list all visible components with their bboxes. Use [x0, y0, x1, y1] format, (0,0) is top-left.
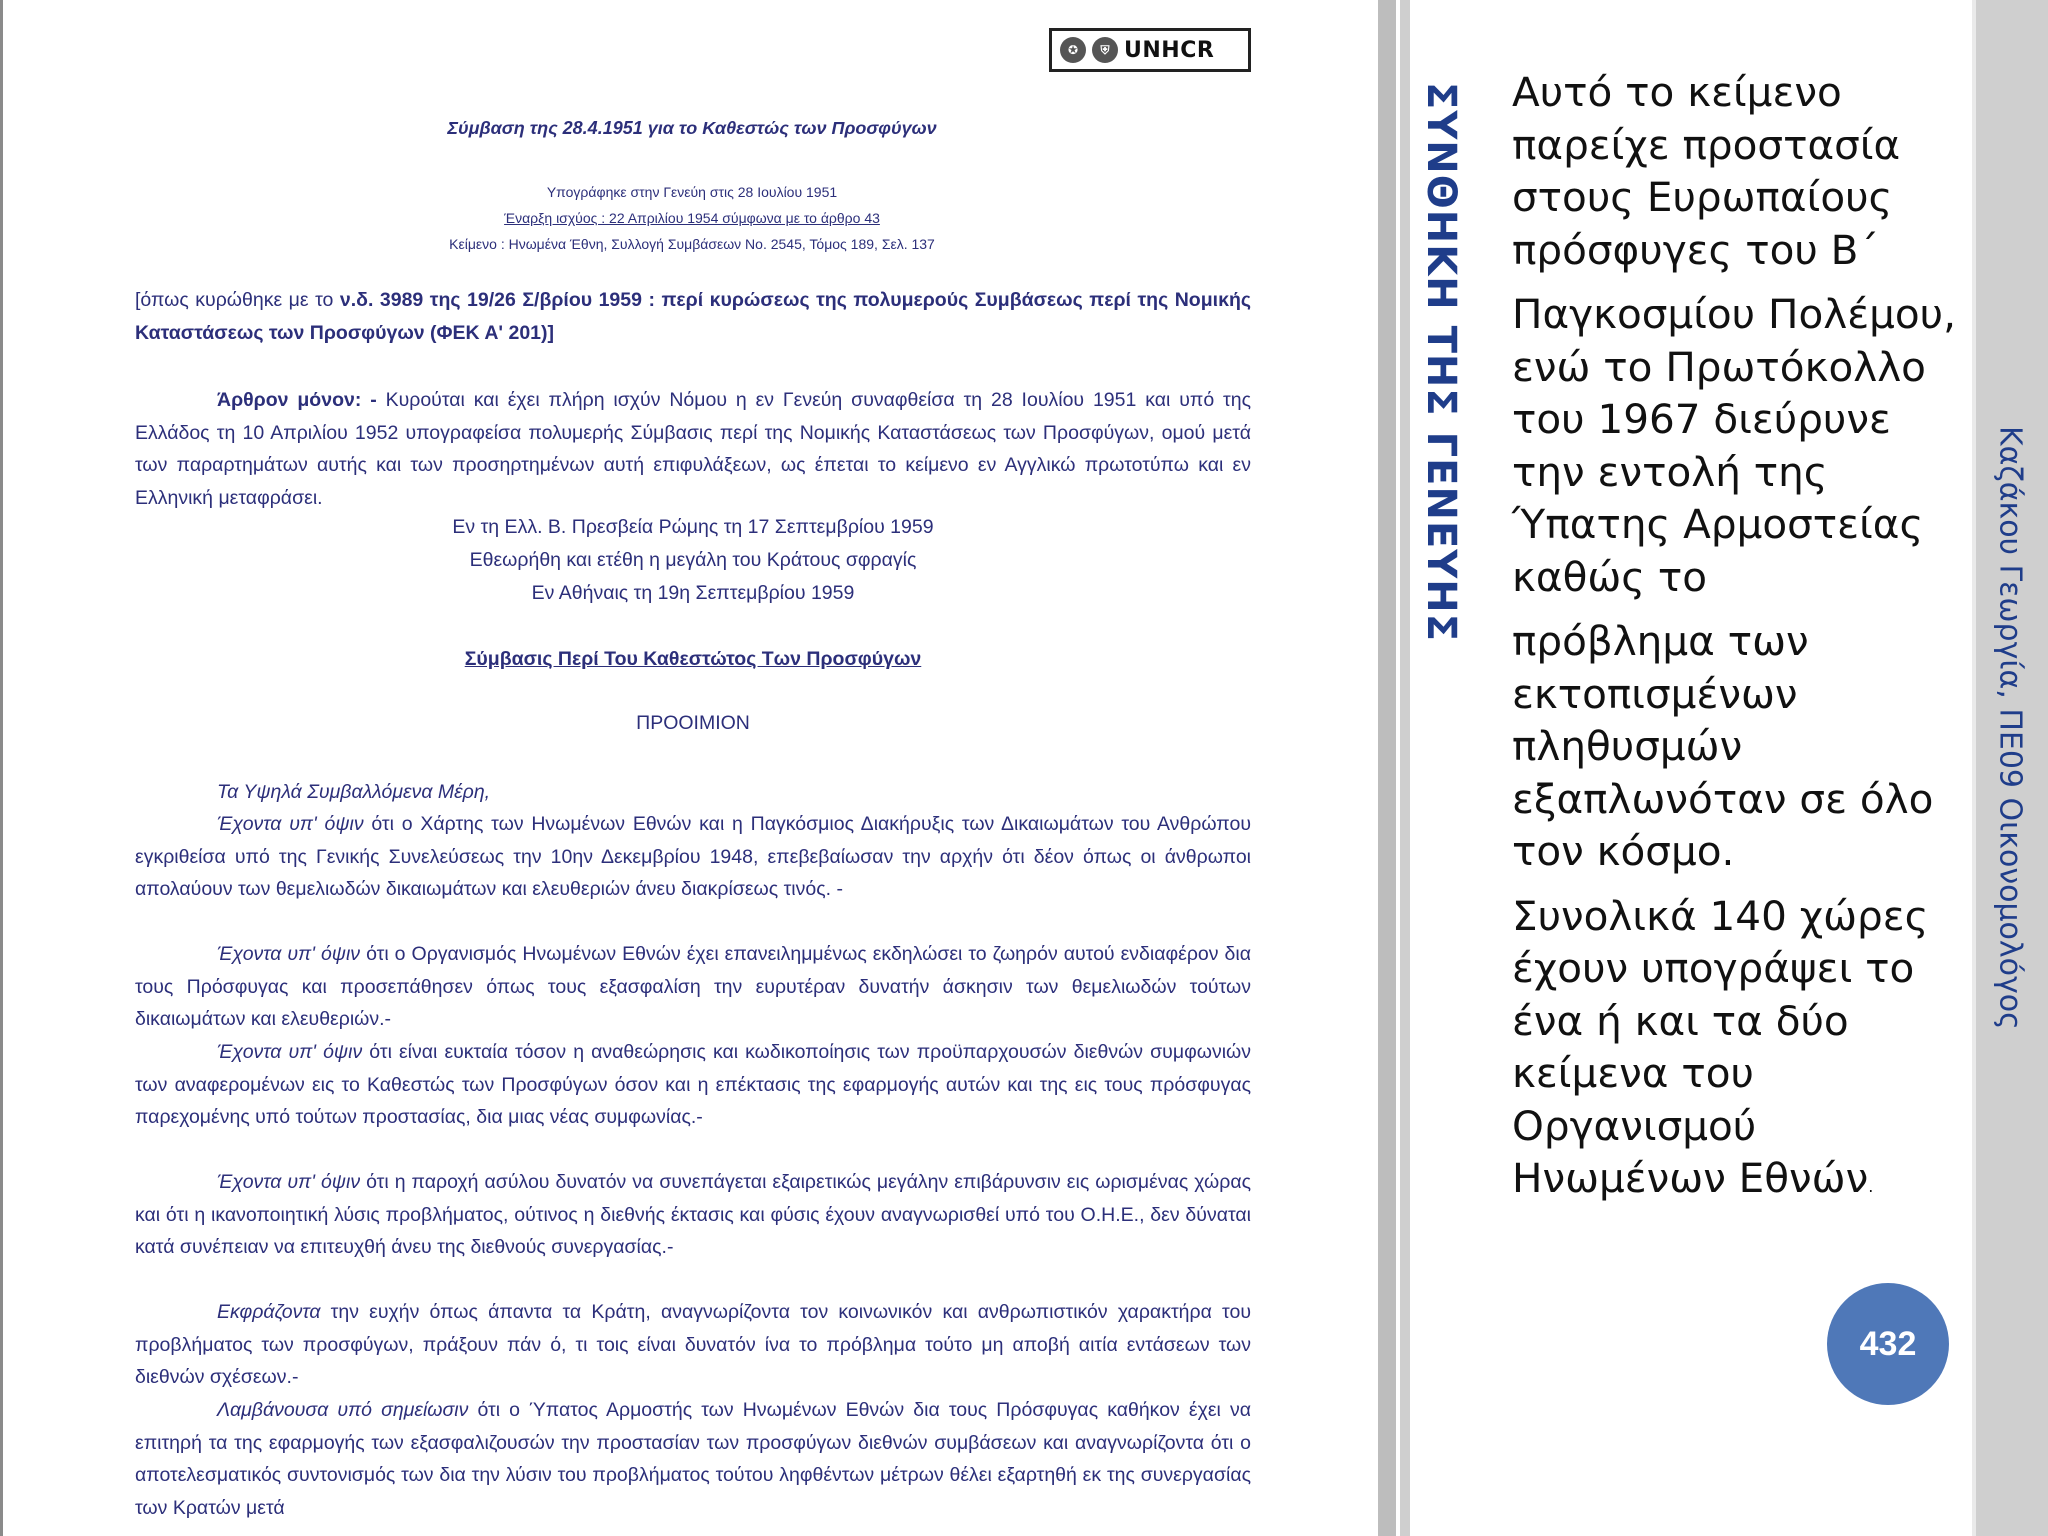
- body-paragraph-4: [1512, 890, 1964, 1214]
- preamble-text-4: ότι η παροχή ασύλου δυνατόν να συνεπάγεται εξαιρετικώς μεγάλην επιβάρυνσιν εις ωρισμένας χώρας και ότι η ικανοποιητική λύσις προβλήματος, ούτινος η διεθνής έκτασις και φύσις έχουν αναγνωρισθεί υπό του Ο.Η.Ε., δεν δύναται κατά συνέπειαν να επιτευχθή άνευ της διεθνούς συνεργασίας.-: [135, 1171, 1251, 1258]
- preamble-lead-3: Έχοντα υπ' όψιν: [217, 1041, 363, 1063]
- preamble-text-2: ότι ο Οργανισμός Ηνωμένων Εθνών έχει επανειλημμένως εκδηλώσει το ζωηρόν αυτού ενδιαφέρον δια τους Πρόσφυγας και προσεπάθησεν όπως τους εξασφαλίση την ευρυτέραν δυνατήν άσκησιν των θεμελιωδών τούτων δικαιωμάτων και ελευθεριών.-: [135, 943, 1251, 1030]
- athens-line: Εν Αθήναις τη 19η Σεπτεμβρίου 1959: [531, 582, 855, 604]
- slide-title: ΣΥΝΘΗΚΗ ΤΗΣ ΓΕΝΕΥΗΣ: [1418, 82, 1464, 643]
- preamble-paragraph-2: [135, 938, 1251, 1036]
- preamble-paragraph-6: [135, 1394, 1251, 1524]
- preamble-text-3: ότι είναι ευκταία τόσον η αναθεώρησις και κωδικοποίησις των προϋπαρχουσών διεθνών συμφωνιών των αναφερομένων εις το Καθεστώς των Προσφύγων όσον και η επέκτασις της εφαρμογής αυτών και της εις τους πρόσφυγας παρεχομένης υπό τούτων προστασίας, δια μιας νέας συμφωνίας.-: [135, 1041, 1252, 1128]
- body-paragraph-3: πρόβλημα των εκτοπισμένων πληθυσμών εξαπλωνόταν σε όλο τον κόσμο.: [1512, 617, 1934, 875]
- preamble-paragraph-1: [135, 808, 1251, 906]
- body-paragraph-4-text: Συνολικά 140 χώρες έχουν υπογράψει το ένα ή και τα δύο κείμενα του Οργανισμού Ηνωμένων Εθνών: [1512, 891, 1929, 1202]
- preamble-paragraph-3: [135, 1036, 1251, 1134]
- article-label: Άρθρον μόνον: -: [217, 389, 386, 411]
- seal-line: Εθεωρήθη και ετέθη η μεγάλη του Κράτους σφραγίς: [469, 549, 917, 571]
- preamble-lead-5: Εκφράζοντα: [217, 1301, 321, 1323]
- ratification-prefix: [όπως κυρώθηκε με το: [135, 289, 340, 311]
- right-bar-gap: [1964, 0, 1972, 1536]
- parties-line: Τα Υψηλά Συμβαλλόμενα Μέρη,: [217, 781, 491, 803]
- logo-text: UNHCR: [1124, 37, 1215, 63]
- document-effective: Έναρξη ισχύος : 22 Απριλίου 1954 σύμφωνα με το άρθρο 43: [504, 210, 880, 226]
- document-signed: Υπογράφηκε στην Γενεύη στις 28 Ιουλίου 1951: [546, 184, 838, 200]
- ratification-law: ν.δ. 3989 της 19/26 Σ/βρίου 1959 : περί κυρώσεως της πολυμερούς Συμβάσεως περί της Νομικής Καταστάσεως των Προσφύγων (ΦΕΚ Α' 201)]: [135, 289, 1251, 344]
- preamble-paragraph-5: [135, 1296, 1251, 1394]
- page-number-badge: 432: [1827, 1283, 1949, 1405]
- body-paragraph-2: Παγκοσμίου Πολέμου, ενώ το Πρωτόκολλο του 1967 διεύρυνε την εντολή της Ύπατης Αρμοστείας καθώς το: [1512, 290, 1956, 601]
- slide-body: [1512, 66, 1964, 1226]
- preamble-text-5: την ευχήν όπως άπαντα τα Κράτη, αναγνωρίζοντα τον κοινωνικόν και ανθρωπιστικόν χαρακτήρα του προβλήματος των προσφύγων, πράξουν πάν ό, τι τοις είναι δυνατόν ίνα το πρόβλημα τούτο μη αποβή αιτία εντάσεων των διεθνών σχέσεων.-: [135, 1301, 1251, 1388]
- ratification-paragraph: [135, 284, 1251, 349]
- body-paragraph-4-end: .: [1868, 1177, 1874, 1196]
- document-title: Σύμβαση της 28.4.1951 για το Καθεστώς των Προσφύγων: [447, 118, 937, 138]
- preamble-lead-6: Λαμβάνουσα υπό σημείωσιν: [217, 1399, 469, 1421]
- preamble-text-6: ότι ο Ύπατος Αρμοστής των Ηνωμένων Εθνών δια τους Πρόσφυγας καθήκον έχει να επιτηρή τα της εφαρμογής των εξασφαλιζουσών την προστασίαν των προσφύγων διεθνών συμβάσεων και αναγνωρίζοντα ότι ο αποτελεσματικός συντονισμός των δια την λύσιν του προβλήματος τούτου ληφθέντων μέτρων θέλει εξαρτηθή εκ της συνεργασίας των Κρατών μετά: [135, 1399, 1251, 1519]
- body-paragraph-1: Αυτό το κείμενο παρείχε προστασία στους Ευρωπαίους πρόσφυγες του Β΄: [1512, 68, 1901, 274]
- preamble-lead-1: Έχοντα υπ' όψιν: [217, 813, 364, 835]
- preamble-lead-2: Έχοντα υπ' όψιν: [217, 943, 361, 965]
- divider-bar: [1378, 0, 1396, 1536]
- embassy-line: Εν τη Ελλ. Β. Πρεσβεία Ρώμης τη 17 Σεπτεμβρίου 1959: [452, 516, 934, 538]
- preamble-heading: ΠΡΟΟΙΜΙΟΝ: [636, 712, 750, 734]
- divider-bar-inner: [1400, 0, 1410, 1536]
- document-source: Κείμενο : Ηνωμένα Έθνη, Συλλογή Συμβάσεων Νο. 2545, Τόμος 189, Σελ. 137: [449, 236, 935, 252]
- author-label: Καζάκου Γεωργία, ΠΕ09 Οικονομολόγος: [1992, 426, 2028, 1030]
- preamble-lead-4: Έχοντα υπ' όψιν: [217, 1171, 361, 1193]
- convention-heading: Σύμβασις Περί Του Καθεστώτος Των Προσφύγων: [464, 648, 922, 670]
- unhcr-logo: [1049, 28, 1251, 72]
- article-paragraph: [135, 384, 1251, 514]
- unhcr-emblem-icon: ⛨: [1092, 37, 1118, 63]
- article-text: Κυρούται και έχει πλήρη ισχύν Νόμου η εν Γενεύη συναφθείσα τη 28 Ιουλίου 1951 και υπό της Ελλάδος τη 10 Απριλίου 1952 υπογραφείσα πολυμερής Σύμβασις περί της Νομικής Καταστάσεως των Προσφύγων, ομού μετά των παραρτημάτων αυτής και των προσηρτημένων αυτή επιφυλάξεων, ως έπεται το κείμενο εν Αγγλικώ πρωτοτύπω και εν Ελληνική μεταφράσει.: [135, 389, 1251, 509]
- preamble-text-1: ότι ο Χάρτης των Ηνωμένων Εθνών και η Παγκόσμιος Διακήρυξις των Δικαιωμάτων του Ανθρώπου εγκριθείσα υπό της Γενικής Συνελεύσεως την 10ην Δεκεμβρίου 1948, επεβεβαίωσαν την αρχήν ότι δέον όπως οι άνθρωποι απολαύουν των θεμελιωδών δικαιωμάτων και ελευθεριών άνευ διακρίσεως τινός. -: [135, 813, 1251, 900]
- preamble-paragraph-4: [135, 1166, 1251, 1264]
- author-label-container: [1972, 0, 2048, 1536]
- un-emblem-icon: ✪: [1060, 37, 1086, 63]
